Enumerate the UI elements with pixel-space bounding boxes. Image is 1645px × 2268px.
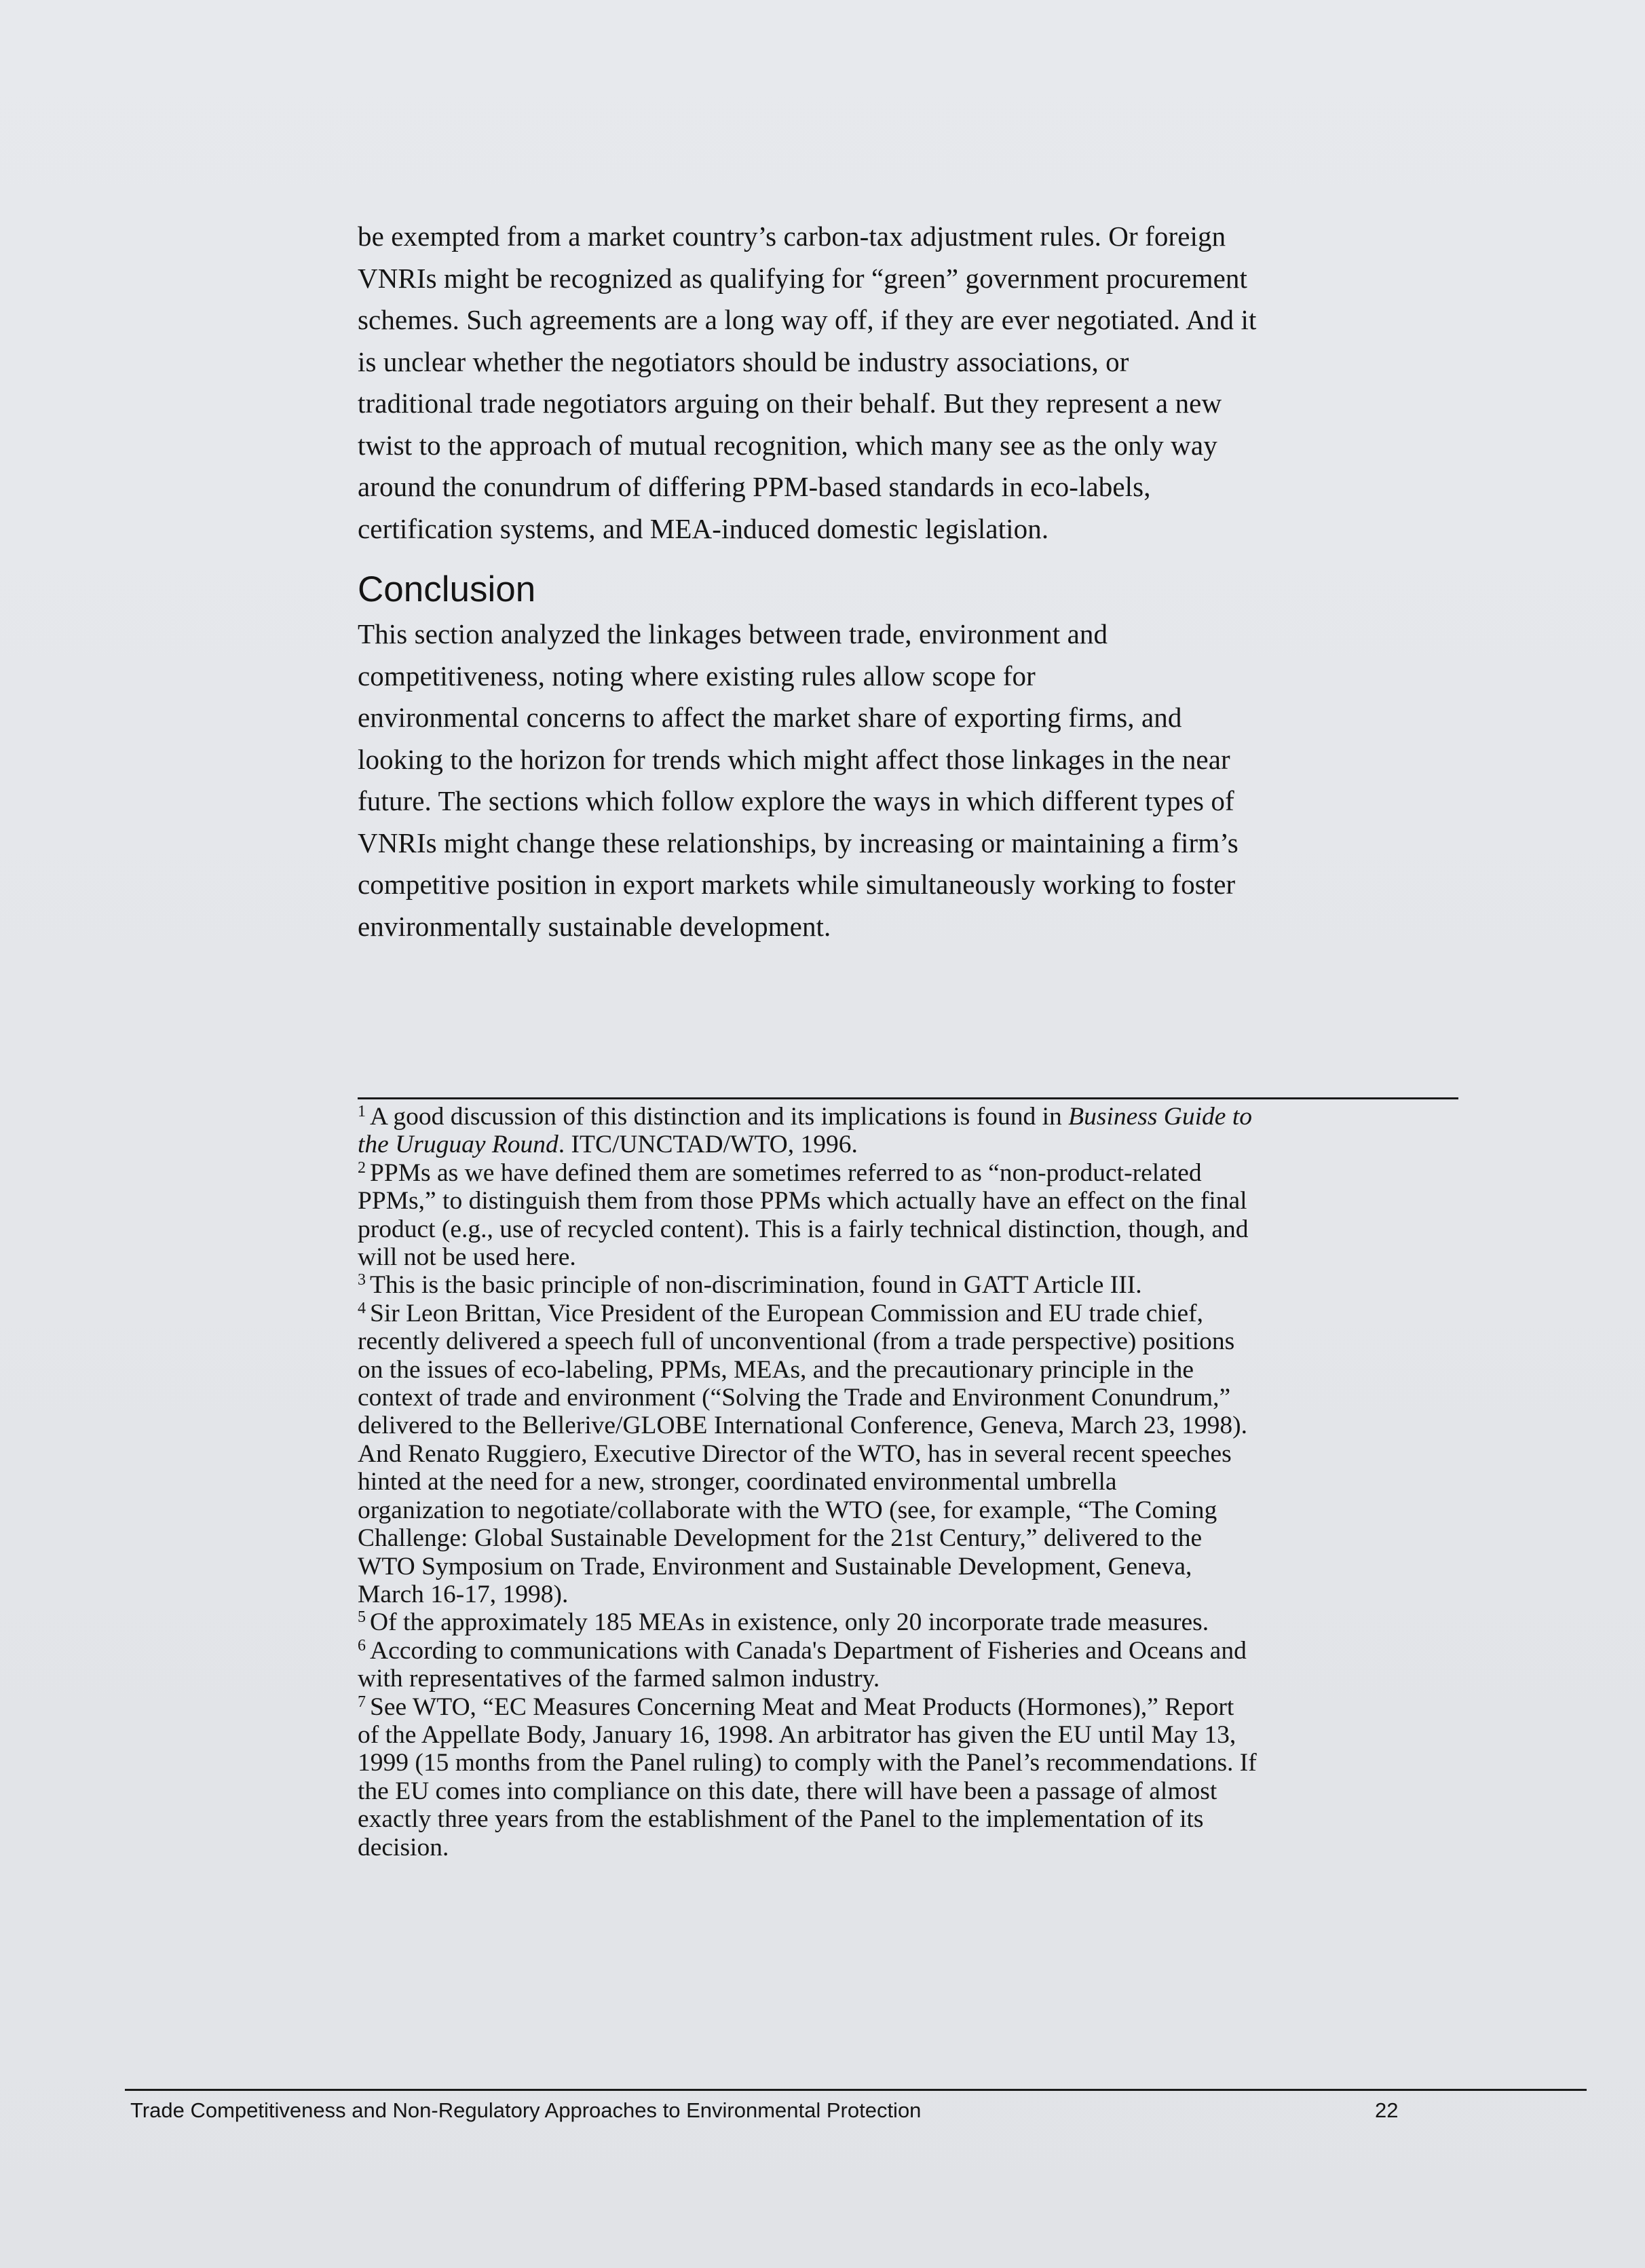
conclusion-line: looking to the horizon for trends which might affect those linkages in the near (358, 743, 1230, 775)
footnote-text: on the issues of eco-labeling, PPMs, MEAs, and the precautionary principle in the (358, 1355, 1194, 1384)
footnote-line (358, 1187, 1484, 1215)
footnote-6 (358, 1637, 1484, 1693)
intro-paragraph (358, 216, 1492, 550)
footnote-text: Sir Leon Brittan, Vice President of the European Commission and EU trade chief, (370, 1299, 1204, 1327)
footnote-text: exactly three years from the establishment of the Panel to the implementation of its (358, 1805, 1204, 1834)
intro-line: be exempted from a market country’s carbon-tax adjustment rules. Or foreign (358, 221, 1226, 252)
footnote-citation-title: the Uruguay Round (358, 1131, 559, 1159)
footnote-text: See WTO, “EC Measures Concerning Meat and Meat Products (Hormones),” Report (370, 1693, 1234, 1721)
footnote-line (358, 1693, 1484, 1721)
footnote-text: of the Appellate Body, January 16, 1998. An arbitrator has given the EU until May 13, (358, 1720, 1236, 1749)
page-number: 22 (1375, 2098, 1399, 2122)
footnotes-list (358, 1103, 1484, 1861)
footnote-line (358, 1637, 1484, 1665)
footnote-line (358, 1440, 1484, 1468)
intro-text (358, 216, 1492, 550)
footnote-text: PPMs,” to distinguish them from those PPMs which actually have an effect on the final (358, 1187, 1247, 1215)
footnote-line (358, 1608, 1484, 1636)
footnote-line (358, 1468, 1484, 1496)
footnote-4 (358, 1300, 1484, 1608)
intro-line: certification systems, and MEA-induced domestic legislation. (358, 512, 1049, 544)
conclusion-line: competitive position in export markets while simultaneously working to foster (358, 869, 1236, 900)
conclusion-line: environmentally sustainable development. (358, 910, 831, 942)
footnote-line (358, 1384, 1484, 1412)
footnote-line (358, 1524, 1484, 1552)
footer-separator (125, 2089, 1587, 2091)
footnote-marker: 6 (358, 1636, 366, 1655)
footnote-line (358, 1300, 1484, 1327)
intro-line: VNRIs might be recognized as qualifying for “green” government procurement (358, 262, 1247, 294)
footnote-marker: 1 (358, 1103, 366, 1120)
conclusion-paragraph (358, 613, 1492, 947)
footnote-text: Challenge: Global Sustainable Development for the 21st Century,” delivered to the (358, 1524, 1203, 1553)
footnote-text: product (e.g., use of recycled content). This is a fairly technical distinction, though, and (358, 1215, 1249, 1243)
footnote-text: A good discussion of this distinction and its implications is found in (370, 1103, 1069, 1131)
footnote-3 (358, 1271, 1484, 1299)
footnote-separator (358, 1097, 1458, 1099)
footnote-text: will not be used here. (358, 1243, 576, 1272)
footnote-text: WTO Symposium on Trade, Environment and Sustainable Development, Geneva, (358, 1552, 1192, 1581)
footnote-line (358, 1834, 1484, 1861)
footnote-line (358, 1777, 1484, 1805)
footnote-text: the EU comes into compliance on this date, there will have been a passage of almost (358, 1777, 1217, 1805)
footnote-text: According to communications with Canada's Department of Fisheries and Oceans and (370, 1636, 1247, 1665)
footnote-text: 1999 (15 months from the Panel ruling) to comply with the Panel’s recommendations. If (358, 1749, 1257, 1777)
footnote-text: This is the basic principle of non-discrimination, found in GATT Article III. (370, 1271, 1142, 1300)
intro-line: around the conundrum of differing PPM-based standards in eco-labels, (358, 471, 1151, 502)
footnote-line (358, 1327, 1484, 1355)
footnote-2 (358, 1159, 1484, 1272)
footnote-marker: 3 (358, 1271, 366, 1289)
conclusion-text (358, 613, 1492, 947)
footnote-line (358, 1159, 1484, 1187)
footnote-line (358, 1665, 1484, 1693)
footnote-line (358, 1553, 1484, 1581)
footnote-text: with representatives of the farmed salmon industry. (358, 1665, 880, 1693)
footer-title: Trade Competitiveness and Non-Regulatory Approaches to Environmental Protection (130, 2098, 922, 2122)
footnote-text: delivered to the Bellerive/GLOBE International Conference, Geneva, March 23, 1998). (358, 1412, 1247, 1440)
footnote-text: March 16-17, 1998). (358, 1580, 569, 1608)
intro-line: twist to the approach of mutual recognition, which many see as the only way (358, 429, 1217, 461)
footnote-text: decision. (358, 1833, 449, 1861)
footnote-line (358, 1271, 1484, 1299)
footnote-marker: 5 (358, 1608, 366, 1627)
footnote-marker: 4 (358, 1299, 366, 1317)
footnote-text: context of trade and environment (“Solving the Trade and Environment Conundrum,” (358, 1384, 1231, 1412)
footnote-5 (358, 1608, 1484, 1636)
footnote-text: PPMs as we have defined them are sometimes referred to as “non-product-related (370, 1158, 1202, 1187)
section-heading-conclusion: Conclusion (358, 569, 536, 609)
footnote-line (358, 1496, 1484, 1524)
footnote-line (358, 1581, 1484, 1608)
intro-line: is unclear whether the negotiators should be industry associations, or (358, 345, 1129, 377)
footnote-line (358, 1721, 1484, 1749)
conclusion-line: future. The sections which follow explore the ways in which different types of (358, 785, 1234, 816)
footnote-line (358, 1131, 1484, 1158)
intro-line: schemes. Such agreements are a long way off, if they are ever negotiated. And it (358, 304, 1257, 335)
footnote-marker: 7 (358, 1693, 366, 1711)
footnote-text: recently delivered a speech full of unconventional (from a trade perspective) positions (358, 1327, 1235, 1356)
footnote-text: hinted at the need for a new, stronger, coordinated environmental umbrella (358, 1468, 1117, 1496)
footnote-line (358, 1749, 1484, 1777)
footnote-line (358, 1356, 1484, 1384)
footnote-text: . ITC/UNCTAD/WTO, 1996. (558, 1131, 858, 1159)
footnote-text: Of the approximately 185 MEAs in existence, only 20 incorporate trade measures. (370, 1608, 1209, 1637)
footnote-line (358, 1805, 1484, 1833)
footnote-line (358, 1243, 1484, 1271)
footnote-line (358, 1215, 1484, 1243)
intro-line: traditional trade negotiators arguing on their behalf. But they represent a new (358, 388, 1222, 419)
footnote-marker: 2 (358, 1158, 366, 1177)
conclusion-line: This section analyzed the linkages between trade, environment and (358, 618, 1108, 649)
footnote-text: organization to negotiate/collaborate with the WTO (see, for example, “The Coming (358, 1496, 1217, 1524)
conclusion-line: environmental concerns to affect the market share of exporting firms, and (358, 702, 1182, 733)
footnote-text: And Renato Ruggiero, Executive Director of the WTO, has in several recent speeches (358, 1439, 1232, 1468)
conclusion-line: competitiveness, noting where existing rules allow scope for (358, 660, 1036, 692)
footnote-1 (358, 1103, 1484, 1159)
footnote-7 (358, 1693, 1484, 1861)
footnote-line (358, 1103, 1484, 1131)
conclusion-line: VNRIs might change these relationships, by increasing or maintaining a firm’s (358, 827, 1239, 858)
footnote-citation-title: Business Guide to (1068, 1103, 1252, 1131)
footnote-line (358, 1412, 1484, 1439)
